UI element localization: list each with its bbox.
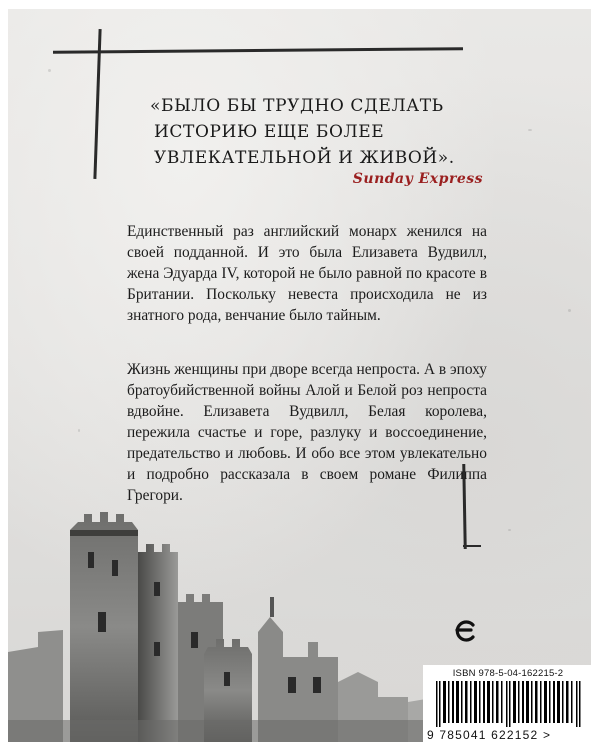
quote-line: УВЛЕКАТЕЛЬНОЙ И ЖИВОЙ».: [154, 148, 455, 168]
barcode-digits: 9 785041 622152 >: [427, 728, 552, 742]
quote: [150, 93, 510, 171]
publisher-logo: [452, 616, 478, 644]
quote-line: ИСТОРИЮ ЕЩЕ БОЛЕЕ: [154, 122, 385, 142]
quote-source: Sunday Express: [352, 171, 483, 187]
castle-illustration: [8, 482, 438, 742]
back-cover: [8, 9, 591, 742]
isbn-label: ISBN 978-5-04-162215-2: [452, 668, 564, 679]
isbn-barcode-block: [423, 665, 591, 742]
paragraph-1: Единственный раз английский монарх женился на своей подданной. И это была Елизавета Вудвилл, жена Эдуарда IV, которой не было равной по красоте в Британии. Поскольку невеста происходила не из знатного рода, венчание было тайным.: [127, 223, 487, 324]
frame-top-line: [53, 47, 463, 54]
barcode: [434, 681, 584, 727]
frame-bottom-right-tick: [463, 545, 481, 547]
quote-line: «БЫЛО БЫ ТРУДНО СДЕЛАТЬ: [150, 96, 444, 116]
paragraph-2: Жизнь женщины при дворе всегда непроста. А в эпоху братоубийственной войны Алой и Белой роз непроста вдвойне. Елизавета Вудвилл, Белая королева, пережила счастье и горе, разлуку и воссоединение, предательство и любовь. И обо все этом увлекательно и подробно рассказала в своем романе Филиппа Грегори.: [127, 361, 487, 504]
